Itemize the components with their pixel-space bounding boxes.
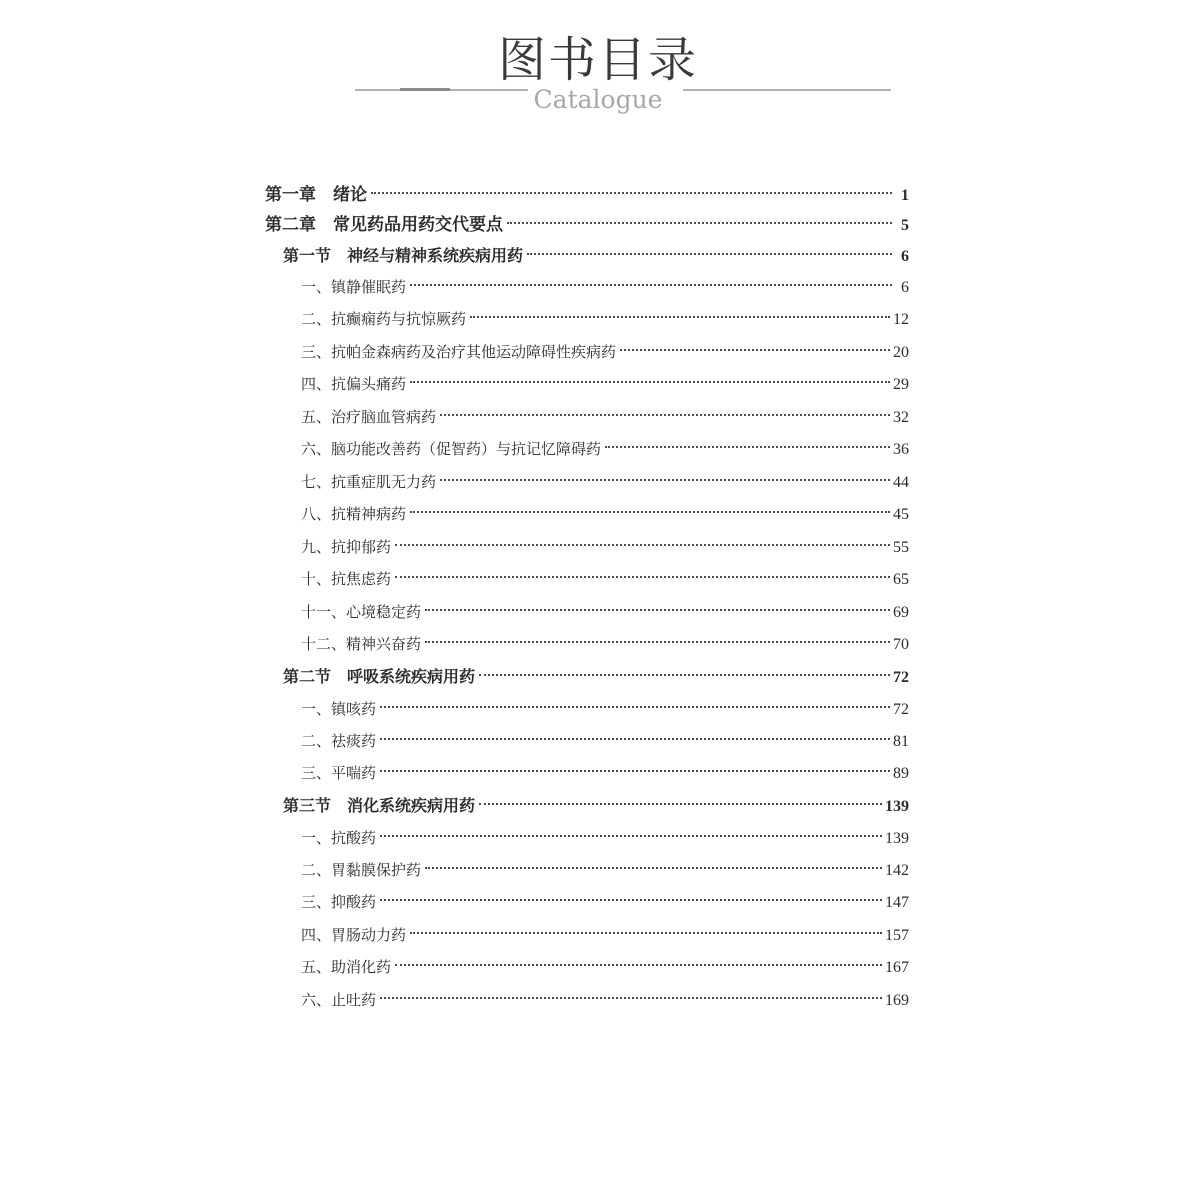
toc-page-number: 44: [893, 474, 909, 491]
toc-item[interactable]: [301, 629, 909, 659]
toc-item[interactable]: [301, 499, 909, 529]
dot-leader: [425, 609, 890, 611]
toc-entry-title: 九、抗抑郁药: [301, 538, 392, 556]
toc-entry-title: 三、抑酸药: [301, 893, 377, 911]
toc-entry-title: 八、抗精神病药: [301, 505, 407, 523]
toc-page-number: 89: [893, 765, 909, 782]
toc-item[interactable]: [301, 694, 909, 724]
toc-item[interactable]: [301, 532, 909, 562]
dot-leader: [440, 479, 890, 481]
toc-page-number: 69: [893, 604, 909, 621]
toc-page-number: 5: [901, 217, 909, 234]
toc-entry-title: 四、胃肠动力药: [301, 926, 407, 944]
toc-item[interactable]: [301, 597, 909, 627]
toc-entry-title: 三、平喘药: [301, 764, 377, 782]
toc-page-number: 157: [885, 927, 909, 944]
toc-page-number: 169: [885, 992, 909, 1009]
dot-leader: [395, 576, 890, 578]
page-title: 图书目录: [497, 32, 698, 88]
dot-leader: [507, 222, 892, 224]
dot-leader: [380, 738, 890, 740]
toc-item[interactable]: [301, 369, 909, 399]
toc-entry-title: 十一、心境稳定药: [301, 603, 422, 621]
toc-entry-title: 三、抗帕金森病药及治疗其他运动障碍性疾病药: [301, 343, 617, 361]
dot-leader: [479, 674, 890, 676]
toc-item[interactable]: [301, 402, 909, 432]
toc-chapter[interactable]: [265, 210, 909, 240]
toc-page-number: 1: [901, 187, 909, 204]
toc-page-number: 147: [885, 894, 909, 911]
toc-entry-title: 七、抗重症肌无力药: [301, 473, 437, 491]
toc-item[interactable]: [301, 758, 909, 788]
toc-page-number: 29: [893, 376, 909, 393]
toc-entry-title: 一、镇静催眠药: [301, 278, 407, 296]
dot-leader: [395, 964, 882, 966]
toc-section[interactable]: [283, 662, 909, 692]
toc-item[interactable]: [301, 920, 909, 950]
toc-page-number: 72: [893, 669, 909, 686]
toc-entry-title: 十、抗焦虑药: [301, 570, 392, 588]
toc-entry-title: 五、治疗脑血管病药: [301, 408, 437, 426]
dot-leader: [380, 835, 882, 837]
toc-item[interactable]: [301, 467, 909, 497]
toc-page-number: 142: [885, 862, 909, 879]
toc-page-number: 12: [893, 311, 909, 328]
dot-leader: [395, 544, 890, 546]
toc-page-number: 45: [893, 506, 909, 523]
toc-item[interactable]: [301, 985, 909, 1015]
toc-page-number: 167: [885, 959, 909, 976]
toc-item[interactable]: [301, 304, 909, 334]
toc-chapter[interactable]: [265, 180, 909, 210]
dot-leader: [380, 899, 882, 901]
dot-leader: [380, 770, 890, 772]
toc-item[interactable]: [301, 272, 909, 302]
toc-entry-title: 第二章 常见药品用药交代要点: [265, 215, 503, 235]
dot-leader: [605, 446, 890, 448]
dot-leader: [527, 253, 892, 255]
dot-leader: [620, 349, 890, 351]
dot-leader: [470, 316, 890, 318]
dot-leader: [479, 803, 882, 805]
toc-item[interactable]: [301, 564, 909, 594]
dot-leader: [380, 997, 882, 999]
dot-leader: [410, 284, 892, 286]
toc-item[interactable]: [301, 823, 909, 853]
toc-page-number: 139: [885, 798, 909, 815]
toc-page-number: 72: [893, 701, 909, 718]
toc-page-number: 32: [893, 409, 909, 426]
toc-entry-title: 第一章 绪论: [265, 185, 367, 205]
toc-entry-title: 第一节 神经与精神系统疾病用药: [283, 246, 524, 265]
toc-page-number: 65: [893, 571, 909, 588]
dot-leader: [410, 932, 882, 934]
toc-entry-title: 二、祛痰药: [301, 732, 377, 750]
toc-entry-title: 第三节 消化系统疾病用药: [283, 796, 476, 815]
dot-leader: [410, 381, 890, 383]
toc-entry-title: 一、镇咳药: [301, 700, 377, 718]
toc-entry-title: 第二节 呼吸系统疾病用药: [283, 667, 476, 686]
toc-item[interactable]: [301, 434, 909, 464]
dot-leader: [425, 867, 882, 869]
toc-page-number: 55: [893, 539, 909, 556]
toc-section[interactable]: [283, 241, 909, 271]
toc-page-number: 6: [901, 248, 909, 265]
dot-leader: [380, 706, 890, 708]
toc-section[interactable]: [283, 791, 909, 821]
toc-entry-title: 五、助消化药: [301, 958, 392, 976]
toc-item[interactable]: [301, 337, 909, 367]
toc-page-number: 81: [893, 733, 909, 750]
toc-page-number: 20: [893, 344, 909, 361]
toc-item[interactable]: [301, 855, 909, 885]
toc-page-number: 36: [893, 441, 909, 458]
dot-leader: [410, 511, 890, 513]
dot-leader: [440, 414, 890, 416]
toc-entry-title: 二、抗癫痫药与抗惊厥药: [301, 310, 467, 328]
toc-entry-title: 六、止吐药: [301, 991, 377, 1009]
toc-page-number: 139: [885, 830, 909, 847]
page-subtitle: Catalogue: [533, 85, 663, 114]
dot-leader: [371, 192, 892, 194]
toc-entry-title: 六、脑功能改善药（促智药）与抗记忆障碍药: [301, 440, 602, 458]
toc-entry-title: 四、抗偏头痛药: [301, 375, 407, 393]
toc-entry-title: 十二、精神兴奋药: [301, 635, 422, 653]
toc-item[interactable]: [301, 952, 909, 982]
dot-leader: [425, 641, 890, 643]
toc-entry-title: 二、胃黏膜保护药: [301, 861, 422, 879]
toc-item[interactable]: [301, 887, 909, 917]
toc-page-number: 70: [893, 636, 909, 653]
toc-item[interactable]: [301, 726, 909, 756]
toc-page-number: 6: [901, 279, 909, 296]
toc-entry-title: 一、抗酸药: [301, 829, 377, 847]
